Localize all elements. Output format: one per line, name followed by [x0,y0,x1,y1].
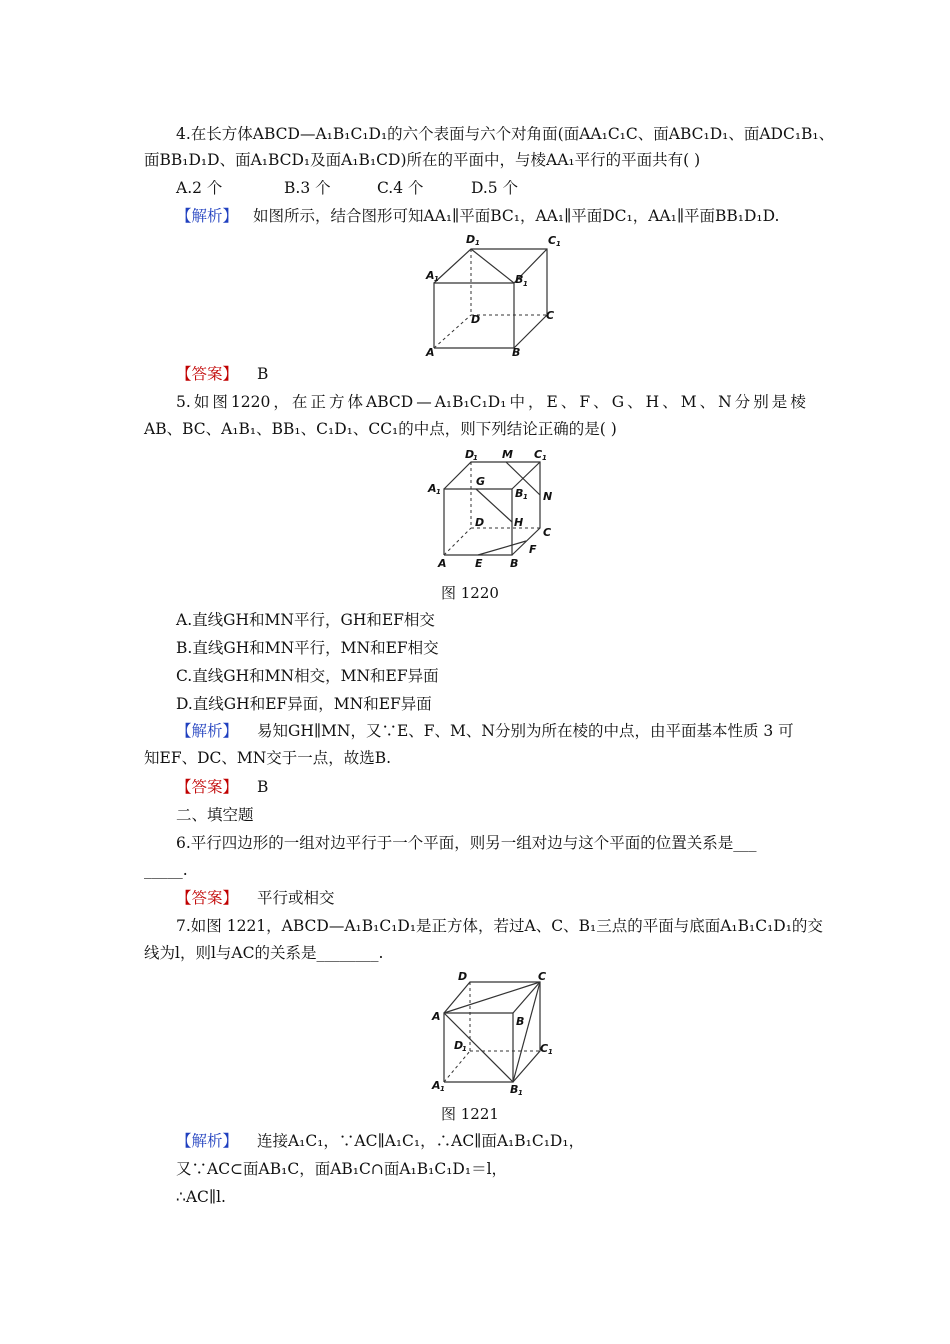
q6-stem-line2: _____. [144,861,188,879]
fig1-label-C1: C [548,234,557,247]
q4-stem-line2: 面BB₁D₁D、面A₁BCD₁及面A₁B₁CD)所在的平面中，与棱AA₁平行的平面共有( ) [144,151,701,169]
fig2-label-C: C [543,526,552,539]
answer-tag: 【答案】 [176,365,239,383]
svg-text:1: 1 [462,1045,467,1053]
q4-analysis-text: 如图所示，结合图形可知AA₁∥平面BC₁，AA₁∥平面DC₁，AA₁∥平面BB₁D₁D. [252,207,780,225]
q4-analysis [176,206,779,226]
analysis-tag: 【解析】 [176,207,239,225]
q4-option-d: D.5 个 [471,179,519,197]
q5-stem-word: 5. [176,393,191,411]
svg-text:1: 1 [436,488,441,496]
fig2-label-B: B [510,557,519,570]
q5-stem-word: 分 [734,393,751,411]
q4-stem-line1: 4.在长方体ABCD—A₁B₁C₁D₁的六个表面与六个对角面(面AA₁C₁C、面ABC₁D₁、面ADC₁B₁、 [176,125,835,143]
q5-option-b: B.直线GH和MN平行，MN和EF相交 [176,639,439,657]
q5-stem-word: A₁B₁C₁D₁ [434,393,507,411]
fig3-label-A1: A [432,1079,441,1092]
fig2-label-C1: C [534,448,543,461]
fig2-label-D1: D [465,448,475,461]
fig2-label-N: N [543,490,553,503]
fig2-label-D: D [475,516,485,529]
section-heading: 二、填空题 [176,806,254,824]
svg-text:1: 1 [475,239,480,247]
fig1-label-B1: B [515,273,524,286]
q5-stem-word: 正 [310,393,326,411]
q5-stem-word: 图 [212,393,228,411]
svg-text:1: 1 [523,280,528,288]
svg-text:1: 1 [523,493,528,501]
fig3-label-B1: B [510,1083,519,1096]
q5-stem-word: N [718,393,732,411]
answer-tag: 【答案】 [176,889,239,907]
fig1-label-D: D [471,313,481,326]
q5-stem-word: ABCD [366,393,414,411]
fig3-label-B: B [516,1015,525,1028]
q5-stem-word: 1220 [230,393,271,411]
q5-stem-word: F [579,393,591,411]
q7-stem-line1: 7.如图 1221，ABCD—A₁B₁C₁D₁是正方体，若过A、C、B₁三点的平面与底面A₁B₁C₁D₁的交 [176,917,823,935]
fig1-label-D1: D [466,233,476,246]
q5-answer: 【答案】 B [176,778,269,796]
q4-answer: 【答案】 B [176,365,269,383]
q5-option-d: D.直线GH和EF异面，MN和EF异面 [176,695,432,713]
q4-cube-figure [420,230,565,358]
fig3-label-C1: C [540,1042,549,1055]
q5-stem-word: ， [273,393,289,411]
q5-stem-word: 别 [753,393,769,411]
fig1-label-A1: A [426,269,435,282]
q7-analysis-line3: ∴AC∥l. [176,1188,226,1206]
q7-analysis-line1: 【解析】 连接A₁C₁，∵AC∥A₁C₁，∴AC∥面A₁B₁C₁D₁， [176,1132,585,1150]
q5-figure-caption: 图 1220 [441,584,499,602]
q5-stem-line2: AB、BC、A₁B₁、BB₁、C₁D₁、CC₁的中点，则下列结论正确的是( ) [144,420,617,438]
q4-option-b: B.3 个 [284,179,331,197]
fig2-label-F: F [529,543,537,556]
svg-text:1: 1 [434,275,439,283]
svg-text:1: 1 [440,1085,445,1093]
fig3-label-A: A [432,1010,441,1023]
q5-stem-word: 、 [627,393,643,411]
fig2-label-H: H [514,516,524,529]
q5-stem-word: ， [527,393,544,411]
fig1-label-A: A [426,346,435,358]
fig1-label-B: B [512,346,521,358]
fig3-label-D1: D [454,1039,464,1052]
fig2-label-G: G [476,475,486,488]
svg-text:1: 1 [473,454,478,462]
q7-figure-caption: 图 1221 [441,1105,499,1123]
analysis-tag: 【解析】 [176,722,239,740]
fig2-label-E: E [475,557,483,570]
q5-option-a: A.直线GH和MN平行，GH和EF相交 [176,611,435,629]
fig3-label-D: D [458,970,468,983]
q5-stem-word: 、 [699,393,716,411]
answer-tag: 【答案】 [176,778,239,796]
q5-option-c: C.直线GH和MN相交，MN和EF异面 [176,667,439,685]
q7-analysis-line2: 又∵AC⊂面AB₁C，面AB₁C∩面A₁B₁C₁D₁＝l， [176,1160,508,1178]
q5-stem-word: 、 [560,393,577,411]
q6-stem-line1: 6.平行四边形的一组对边平行于一个平面，则另一组对边与这个平面的位置关系是___ [176,834,757,852]
q5-stem-word: G [611,393,625,411]
q7-cube-figure [424,968,560,1096]
q5-stem-word: 在 [291,393,308,411]
q5-analysis-line2: 知EF、DC、MN交于一点，故选B. [144,749,392,767]
q5-stem-word: 如 [193,393,210,411]
q5-stem-word: — [416,393,432,411]
q7-stem-line2: 线为l，则l与AC的关系是________. [144,944,384,962]
analysis-tag: 【解析】 [176,1132,239,1150]
q5-cube-figure [424,446,560,572]
svg-text:1: 1 [548,1048,553,1056]
q4-option-c: C.4 个 [377,179,424,197]
q5-stem-word: 、 [593,393,609,411]
q4-option-a: A.2 个 [176,179,223,197]
q6-answer: 【答案】 平行或相交 [176,889,335,907]
svg-text:1: 1 [518,1089,523,1096]
svg-text:1: 1 [542,454,547,462]
q5-stem-word: 体 [347,393,363,411]
q5-analysis-line1: 【解析】 易知GH∥MN，又∵E、F、M、N分别为所在棱的中点，由平面基本性质 3 可 [176,722,794,740]
q5-stem-word: 中 [509,393,525,411]
svg-text:1: 1 [556,240,561,248]
q5-stem-word: 、 [662,393,678,411]
fig3-label-C: C [538,970,547,983]
fig2-label-A: A [438,557,447,570]
q5-stem-word: M [680,393,697,411]
q5-stem-word: 方 [328,393,345,411]
q5-stem-word: H [645,393,660,411]
fig2-label-M: M [502,448,513,461]
q5-stem-line1 [176,392,806,412]
q5-stem-word: 棱 [790,393,806,411]
fig2-label-B1: B [515,487,524,500]
q5-stem-word: E [546,393,558,411]
fig1-label-C: C [546,309,555,322]
q5-stem-word: 是 [771,393,788,411]
fig2-label-A1: A [428,482,437,495]
